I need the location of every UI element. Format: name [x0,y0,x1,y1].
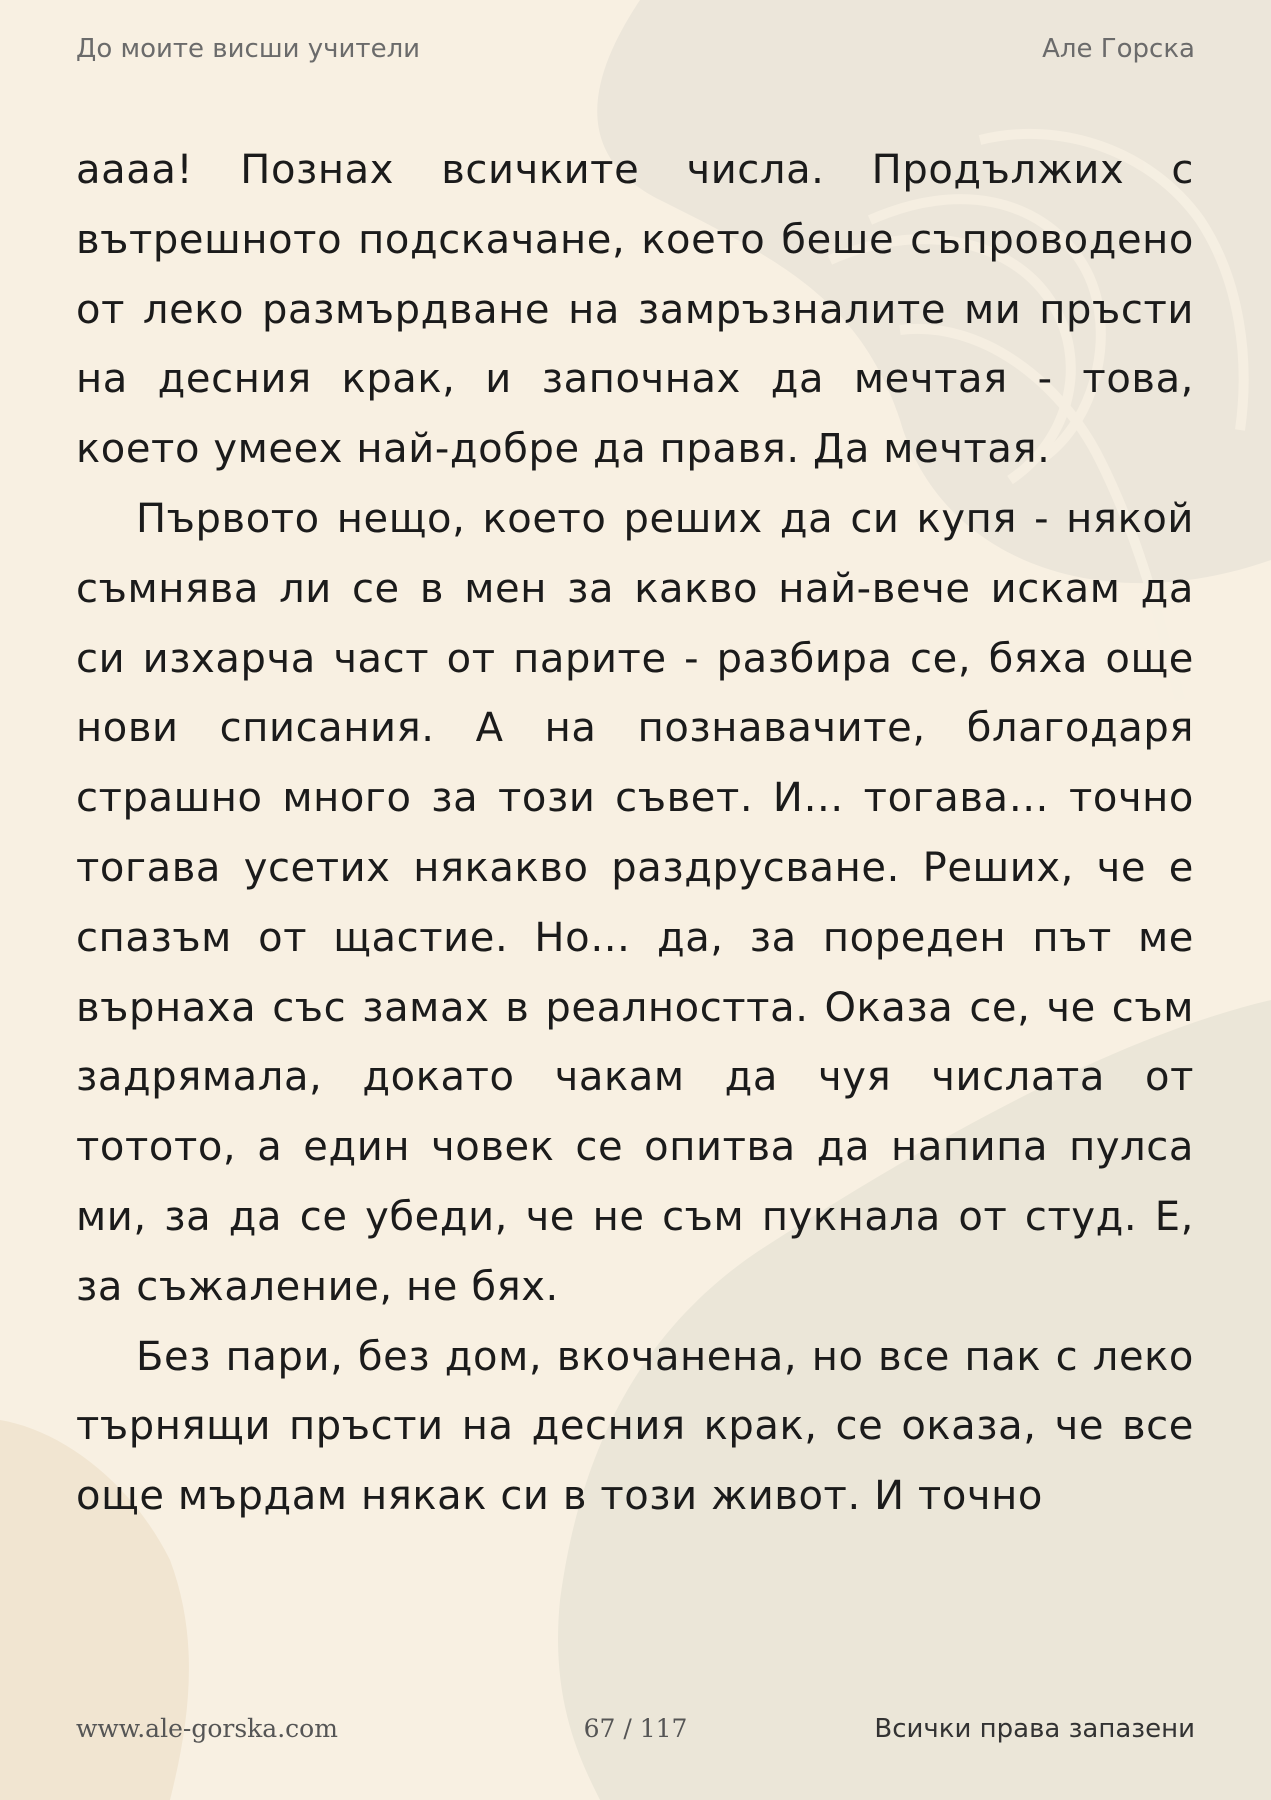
copyright-notice: Всички права запазени [874,1714,1195,1744]
page-footer [76,1714,1195,1744]
author-name: Але Горска [1042,34,1195,64]
paragraph: аааа! Познах всичките числа. Продължих с вътрешното подскачане, което беше съпроводено от леко размърдване на замръзналите ми пръсти на десния крак, и започнах да мечтая - това, което умеех най-добре да правя. Да мечтая. [76,147,1194,473]
page-number: 67 / 117 [583,1714,688,1743]
website-link[interactable]: www.ale-gorska.com [76,1714,338,1743]
paragraph: Без пари, без дом, вкочанена, но все пак с леко търнящи пръсти на десния крак, се оказа, че все още мърдам някак си в този живот. И точно [76,1333,1194,1520]
page-body [76,136,1194,1532]
book-title: До моите висши учители [76,34,421,64]
page-header [76,34,1195,64]
paragraph: Първото нещо, което реших да си купя - някой съмнява ли се в мен за какво най-вече искам да си изхарча част от парите - разбира се, бяха още нови списания. А на познавачите, благодаря страшно много за този съвет. И… тогава… точно тогава усетих някакво раздрусване. Реших, че е спазъм от щастие. Но… да, за пореден път ме върнаха със замах в реалността. Оказа се, че съм задрямала, докато чакам да чуя числата от тотото, а един човек се опитва да напипа пулса ми, за да се убеди, че не съм пукнала от студ. Е, за съжаление, не бях. [76,495,1194,1310]
